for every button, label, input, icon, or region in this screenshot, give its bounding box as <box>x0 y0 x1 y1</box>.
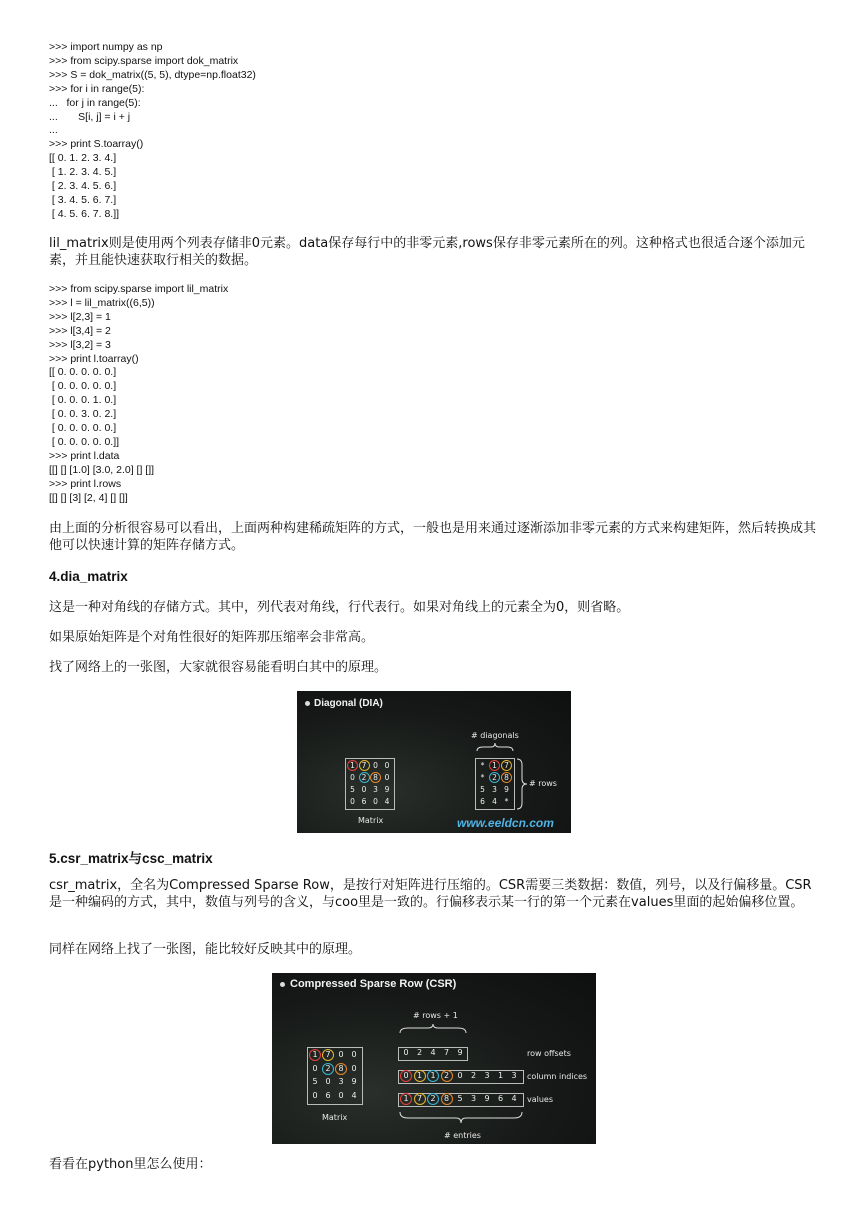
entry: 9 <box>457 1048 463 1057</box>
entry: 3 <box>492 785 497 794</box>
entry: 4 <box>511 1094 517 1103</box>
code-line: >>> l[3,4] = 2 <box>49 324 111 337</box>
code-block-dok <box>49 41 256 222</box>
circled-entry: 1 <box>414 1070 426 1082</box>
code-dok <box>49 41 256 222</box>
entry: 1 <box>497 1071 504 1080</box>
paragraph-csr-1: csr_matrix，全名为Compressed Sparse Row，是按行对矩阵进行压缩的。CSR需要三类数据：数值，列号，以及行偏移量。CSR是一种编码的方式，其中，数值与列号的含义，与coo里是一致的。行偏移表示某一行的第一个元素在values里面的起始偏移位置。 <box>49 878 812 910</box>
entry: 0 <box>351 1050 357 1059</box>
entry: 0 <box>384 761 390 770</box>
entry: 3 <box>338 1077 344 1086</box>
entry: 9 <box>504 785 509 794</box>
code-line: [ 0. 0. 0. 1. 0.] <box>49 394 117 407</box>
paragraph-dia-1: 这是一种对角线的存储方式。其中，列代表对角线，行代表行。如果对角线上的元素全为0，则省略。 <box>49 600 630 615</box>
entry: 7 <box>443 1048 450 1057</box>
entry: 3 <box>373 785 378 794</box>
circled-entry: 7 <box>501 760 512 771</box>
entries-label: # entries <box>444 1131 481 1140</box>
column-indices-label: column indices <box>527 1072 588 1081</box>
code-line: >>> from scipy.sparse import dok_matrix <box>49 54 239 67</box>
entry: 0 <box>325 1077 331 1086</box>
entry: 4 <box>384 797 390 806</box>
entry: * <box>480 761 485 770</box>
entry: 0 <box>373 761 378 770</box>
entry: 0 <box>457 1071 463 1080</box>
entry: * <box>480 773 485 782</box>
csr-matrix-label: Matrix <box>322 1113 348 1122</box>
code-line: >>> S = dok_matrix((5, 5), dtype=np.float32) <box>49 68 256 81</box>
entry: 5 <box>480 785 485 794</box>
code-line: >>> print l.data <box>49 449 120 462</box>
entry: 4 <box>351 1090 357 1100</box>
entry: 9 <box>384 785 390 794</box>
entry: 2 <box>470 1071 477 1080</box>
entry: 0 <box>373 797 378 806</box>
rows-label: # rows <box>529 779 557 788</box>
bullet-icon <box>305 701 310 706</box>
circled-entry: 7 <box>359 760 370 771</box>
entries-brace <box>398 1110 524 1124</box>
entry: 0 <box>351 1063 357 1073</box>
figure-dia-title: Diagonal (DIA) <box>314 698 383 709</box>
entry: 9 <box>484 1094 490 1103</box>
entry: 0 <box>350 773 355 782</box>
rows-plus-brace <box>398 1023 468 1035</box>
code-line: >>> l = lil_matrix((6,5)) <box>49 296 155 309</box>
entry: 4 <box>492 797 497 806</box>
circled-entry: 8 <box>441 1093 453 1105</box>
code-line: ... S[i, j] = i + j <box>49 110 131 123</box>
heading-csr: 5.csr_matrix与csc_matrix <box>49 851 213 866</box>
bullet-icon <box>280 982 285 987</box>
circled-entry: 1 <box>400 1093 412 1105</box>
entry: 0 <box>312 1063 318 1073</box>
code-line: >>> import numpy as np <box>49 41 163 53</box>
entry: 0 <box>312 1090 318 1100</box>
code-line: [ 0. 0. 0. 0. 0.] <box>49 422 117 435</box>
watermark: www.eeldcn.com <box>457 816 554 830</box>
code-line: [[] [] [1.0] [3.0, 2.0] [] []] <box>49 463 155 476</box>
entry: 2 <box>416 1048 423 1057</box>
circled-entry: 8 <box>335 1063 347 1075</box>
diagonals-label: # diagonals <box>471 731 519 740</box>
code-line: [ 4. 5. 6. 7. 8.]] <box>49 207 120 220</box>
circled-entry: 1 <box>309 1049 321 1061</box>
circled-entry: 2 <box>322 1063 334 1075</box>
code-line: >>> print S.toarray() <box>49 138 144 151</box>
figure-dia <box>297 691 571 833</box>
dia-matrix-label: Matrix <box>358 816 384 825</box>
code-lil <box>49 283 228 506</box>
entry: 4 <box>430 1048 436 1057</box>
circled-entry: 8 <box>501 772 512 783</box>
circled-entry: 8 <box>370 772 381 783</box>
entry: 9 <box>351 1077 357 1086</box>
row-offsets-label: row offsets <box>527 1049 571 1058</box>
code-line: [[] [] [3] [2, 4] [] []] <box>49 491 128 504</box>
code-line: >>> print l.toarray() <box>49 352 139 365</box>
paragraph-python: 看看在python里怎么使用： <box>49 1157 212 1172</box>
circled-entry: 0 <box>400 1070 412 1082</box>
entry: 6 <box>361 797 367 806</box>
code-line: >>> l[3,2] = 3 <box>49 338 111 351</box>
entry: 5 <box>312 1077 318 1086</box>
code-line: ... <box>49 124 58 137</box>
entry: 5 <box>350 785 355 794</box>
code-line: [ 2. 3. 4. 5. 6.] <box>49 180 117 193</box>
circled-entry: 1 <box>347 760 358 771</box>
circled-entry: 1 <box>489 760 500 771</box>
figure-csr-title: Compressed Sparse Row (CSR) <box>290 978 457 990</box>
code-line: [ 3. 4. 5. 6. 7.] <box>49 193 117 206</box>
circled-entry: 7 <box>414 1093 426 1105</box>
code-line: ... for j in range(5): <box>49 96 141 109</box>
code-line: [ 1. 2. 3. 4. 5.] <box>49 166 117 179</box>
circled-entry: 2 <box>441 1070 453 1082</box>
code-line: [[ 0. 0. 0. 0. 0.] <box>49 366 117 379</box>
code-line: >>> for i in range(5): <box>49 82 145 95</box>
code-line: >>> l[2,3] = 1 <box>49 310 111 323</box>
circled-entry: 7 <box>322 1049 334 1061</box>
circled-entry: 2 <box>489 772 500 783</box>
paragraph-dia-2: 如果原始矩阵是个对角性很好的矩阵那压缩率会非常高。 <box>49 630 375 645</box>
code-line: >>> from scipy.sparse import lil_matrix <box>49 283 229 295</box>
rows-brace <box>515 757 529 811</box>
figure-csr <box>272 973 596 1144</box>
entry: 0 <box>338 1090 344 1100</box>
entry: 0 <box>403 1048 409 1057</box>
entry: 6 <box>325 1090 331 1100</box>
entry: 3 <box>511 1071 517 1080</box>
entry: * <box>504 797 509 806</box>
entry: 6 <box>480 797 485 806</box>
entry: 3 <box>470 1094 477 1103</box>
circled-entry: 2 <box>359 772 370 783</box>
code-line: [[ 0. 1. 2. 3. 4.] <box>49 152 117 165</box>
paragraph-summary: 由上面的分析很容易可以看出，上面两种构建稀疏矩阵的方式，一般也是用来通过逐渐添加非零元素的方式来构建矩阵，然后转换成其他可以快速计算的矩阵存储方式。 <box>49 521 817 553</box>
entry: 3 <box>484 1071 490 1080</box>
paragraph-csr-2: 同样在网络上找了一张图，能比较好反映其中的原理。 <box>49 942 362 957</box>
paragraph-dia-3: 找了网络上的一张图，大家就很容易能看明白其中的原理。 <box>49 660 388 675</box>
entry: 0 <box>338 1050 344 1059</box>
entry: 6 <box>497 1094 504 1103</box>
values-label: values <box>527 1095 554 1104</box>
paragraph-lil: lil_matrix则是使用两个列表存储非0元素。data保存每行中的非零元素,rows保存非零元素所在的列。这种格式也很适合逐个添加元素，并且能快速获取行相关的数据。 <box>49 236 805 268</box>
circled-entry: 2 <box>427 1093 439 1105</box>
code-line: [ 0. 0. 3. 0. 2.] <box>49 408 117 421</box>
entry: 0 <box>361 785 367 794</box>
circled-entry: 1 <box>427 1070 439 1082</box>
diagonals-brace <box>475 741 515 753</box>
code-line: >>> print l.rows <box>49 477 122 490</box>
rows-plus-label: # rows + 1 <box>413 1011 458 1020</box>
heading-dia: 4.dia_matrix <box>49 569 128 584</box>
entry: 0 <box>350 797 355 806</box>
code-line: [ 0. 0. 0. 0. 0.]] <box>49 435 120 448</box>
code-line: [ 0. 0. 0. 0. 0.] <box>49 380 117 393</box>
entry: 5 <box>457 1094 463 1103</box>
code-block-lil <box>49 283 228 506</box>
entry: 0 <box>384 773 390 782</box>
